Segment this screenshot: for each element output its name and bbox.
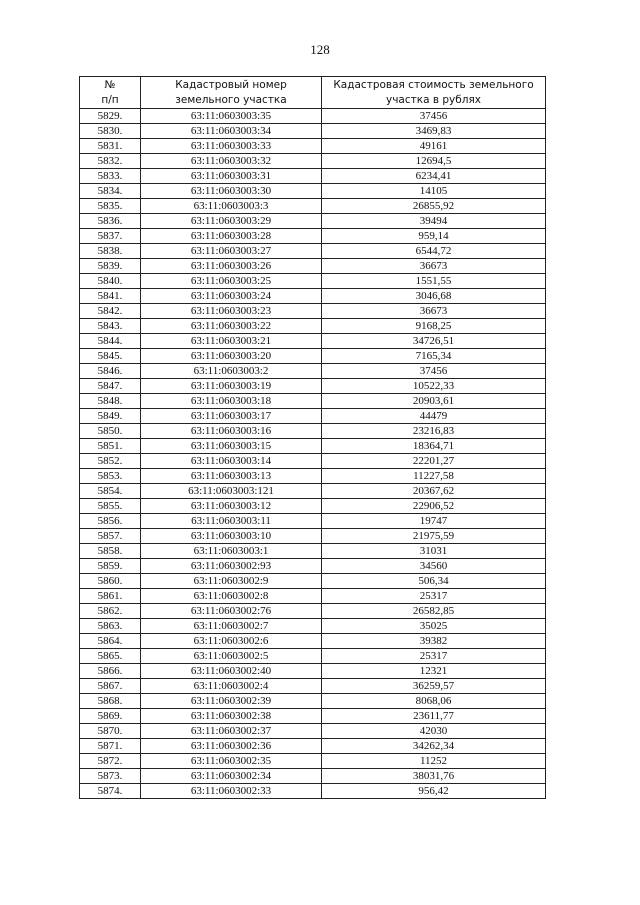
cell-cadastral-value: 11227,58	[322, 469, 546, 484]
cell-cadastral-number: 63:11:0603002:8	[141, 589, 322, 604]
cell-cadastral-number: 63:11:0603003:28	[141, 229, 322, 244]
cell-cadastral-value: 956,42	[322, 784, 546, 799]
table-row	[80, 244, 546, 259]
table-row	[80, 784, 546, 799]
table-row	[80, 424, 546, 439]
cell-row-number: 5856.	[80, 514, 141, 529]
table-row	[80, 454, 546, 469]
cell-row-number: 5874.	[80, 784, 141, 799]
cell-cadastral-value: 506,34	[322, 574, 546, 589]
cell-cadastral-value: 9168,25	[322, 319, 546, 334]
cell-row-number: 5830.	[80, 124, 141, 139]
cell-row-number: 5871.	[80, 739, 141, 754]
table-row	[80, 124, 546, 139]
cell-row-number: 5832.	[80, 154, 141, 169]
cell-cadastral-number: 63:11:0603003:20	[141, 349, 322, 364]
cell-row-number: 5850.	[80, 424, 141, 439]
cell-row-number: 5838.	[80, 244, 141, 259]
header-text-line: Кадастровый номер	[175, 78, 287, 91]
cell-cadastral-number: 63:11:0603002:9	[141, 574, 322, 589]
cell-row-number: 5836.	[80, 214, 141, 229]
cell-cadastral-number: 63:11:0603003:23	[141, 304, 322, 319]
cell-cadastral-value: 1551,55	[322, 274, 546, 289]
cell-row-number: 5867.	[80, 679, 141, 694]
cell-row-number: 5866.	[80, 664, 141, 679]
table-row	[80, 259, 546, 274]
table-row	[80, 109, 546, 124]
cell-cadastral-value: 34560	[322, 559, 546, 574]
cell-row-number: 5873.	[80, 769, 141, 784]
cell-cadastral-number: 63:11:0603003:22	[141, 319, 322, 334]
cell-cadastral-value: 31031	[322, 544, 546, 559]
header-text-line: земельного участка	[175, 93, 287, 106]
cell-cadastral-value: 25317	[322, 649, 546, 664]
cell-cadastral-value: 44479	[322, 409, 546, 424]
header-text-line: участка в рублях	[386, 93, 481, 106]
table-row	[80, 664, 546, 679]
table-row	[80, 544, 546, 559]
cell-cadastral-number: 63:11:0603003:2	[141, 364, 322, 379]
cell-cadastral-number: 63:11:0603003:24	[141, 289, 322, 304]
cell-row-number: 5855.	[80, 499, 141, 514]
header-row-number	[80, 77, 141, 109]
cell-cadastral-value: 18364,71	[322, 439, 546, 454]
header-cadastral-number	[141, 77, 322, 109]
cell-cadastral-value: 23216,83	[322, 424, 546, 439]
cell-row-number: 5868.	[80, 694, 141, 709]
cell-cadastral-number: 63:11:0603002:76	[141, 604, 322, 619]
cell-cadastral-number: 63:11:0603003:33	[141, 139, 322, 154]
table-row	[80, 724, 546, 739]
cell-cadastral-number: 63:11:0603003:25	[141, 274, 322, 289]
table-row	[80, 304, 546, 319]
cell-row-number: 5849.	[80, 409, 141, 424]
table-row	[80, 169, 546, 184]
cell-row-number: 5844.	[80, 334, 141, 349]
table-row	[80, 769, 546, 784]
cell-cadastral-value: 12321	[322, 664, 546, 679]
cell-cadastral-value: 26855,92	[322, 199, 546, 214]
table-row	[80, 739, 546, 754]
cell-cadastral-value: 36259,57	[322, 679, 546, 694]
cell-cadastral-value: 39382	[322, 634, 546, 649]
cell-cadastral-number: 63:11:0603002:35	[141, 754, 322, 769]
cell-cadastral-number: 63:11:0603003:10	[141, 529, 322, 544]
cell-cadastral-value: 8068,06	[322, 694, 546, 709]
cell-cadastral-value: 36673	[322, 259, 546, 274]
cell-cadastral-value: 39494	[322, 214, 546, 229]
table-row	[80, 139, 546, 154]
cell-cadastral-number: 63:11:0603003:17	[141, 409, 322, 424]
table-row	[80, 499, 546, 514]
table-row	[80, 694, 546, 709]
table-row	[80, 319, 546, 334]
cell-cadastral-value: 49161	[322, 139, 546, 154]
cell-cadastral-number: 63:11:0603003:18	[141, 394, 322, 409]
cell-cadastral-number: 63:11:0603002:5	[141, 649, 322, 664]
cell-cadastral-number: 63:11:0603002:93	[141, 559, 322, 574]
cell-cadastral-number: 63:11:0603003:27	[141, 244, 322, 259]
table-row	[80, 289, 546, 304]
table-row	[80, 184, 546, 199]
table-row	[80, 229, 546, 244]
header-text-line: Кадастровая стоимость земельного	[333, 78, 534, 91]
cell-cadastral-value: 38031,76	[322, 769, 546, 784]
cell-cadastral-number: 63:11:0603003:11	[141, 514, 322, 529]
cell-cadastral-value: 23611,77	[322, 709, 546, 724]
cell-row-number: 5837.	[80, 229, 141, 244]
table-row	[80, 364, 546, 379]
cell-cadastral-number: 63:11:0603003:1	[141, 544, 322, 559]
cell-row-number: 5851.	[80, 439, 141, 454]
cell-row-number: 5829.	[80, 109, 141, 124]
table-row	[80, 439, 546, 454]
cell-row-number: 5846.	[80, 364, 141, 379]
cell-row-number: 5864.	[80, 634, 141, 649]
table-row	[80, 559, 546, 574]
cell-cadastral-value: 26582,85	[322, 604, 546, 619]
table-row	[80, 679, 546, 694]
cell-cadastral-value: 34262,34	[322, 739, 546, 754]
header-text-line: №	[104, 78, 116, 91]
cell-row-number: 5834.	[80, 184, 141, 199]
cell-cadastral-value: 20903,61	[322, 394, 546, 409]
table-row	[80, 619, 546, 634]
cell-cadastral-value: 11252	[322, 754, 546, 769]
cell-cadastral-number: 63:11:0603002:36	[141, 739, 322, 754]
cell-row-number: 5872.	[80, 754, 141, 769]
cell-cadastral-value: 35025	[322, 619, 546, 634]
cell-cadastral-number: 63:11:0603003:3	[141, 199, 322, 214]
table-row	[80, 514, 546, 529]
table-row	[80, 754, 546, 769]
cell-cadastral-value: 20367,62	[322, 484, 546, 499]
table-row	[80, 529, 546, 544]
cell-cadastral-value: 25317	[322, 589, 546, 604]
table-row	[80, 214, 546, 229]
table-row	[80, 574, 546, 589]
cell-row-number: 5859.	[80, 559, 141, 574]
cell-cadastral-number: 63:11:0603003:21	[141, 334, 322, 349]
cell-cadastral-value: 3469,83	[322, 124, 546, 139]
cell-cadastral-number: 63:11:0603003:12	[141, 499, 322, 514]
cell-cadastral-number: 63:11:0603003:30	[141, 184, 322, 199]
cell-cadastral-number: 63:11:0603002:33	[141, 784, 322, 799]
header-text-line: п/п	[101, 93, 119, 106]
cadastral-value-table	[79, 76, 546, 799]
cell-cadastral-number: 63:11:0603003:121	[141, 484, 322, 499]
cell-row-number: 5847.	[80, 379, 141, 394]
cell-cadastral-number: 63:11:0603002:7	[141, 619, 322, 634]
cell-row-number: 5865.	[80, 649, 141, 664]
cell-cadastral-value: 21975,59	[322, 529, 546, 544]
cell-row-number: 5858.	[80, 544, 141, 559]
cell-cadastral-value: 19747	[322, 514, 546, 529]
cell-row-number: 5861.	[80, 589, 141, 604]
cell-cadastral-value: 22201,27	[322, 454, 546, 469]
cell-row-number: 5857.	[80, 529, 141, 544]
cell-cadastral-number: 63:11:0603002:40	[141, 664, 322, 679]
cell-cadastral-value: 34726,51	[322, 334, 546, 349]
header-cadastral-value	[322, 77, 546, 109]
cell-cadastral-value: 6544,72	[322, 244, 546, 259]
cell-cadastral-value: 6234,41	[322, 169, 546, 184]
table-row	[80, 154, 546, 169]
cell-cadastral-number: 63:11:0603002:37	[141, 724, 322, 739]
cell-row-number: 5835.	[80, 199, 141, 214]
table-row	[80, 379, 546, 394]
table-row	[80, 484, 546, 499]
table-row	[80, 199, 546, 214]
cell-row-number: 5862.	[80, 604, 141, 619]
cell-row-number: 5843.	[80, 319, 141, 334]
table-row	[80, 349, 546, 364]
cell-cadastral-value: 22906,52	[322, 499, 546, 514]
cell-cadastral-number: 63:11:0603003:13	[141, 469, 322, 484]
cell-row-number: 5833.	[80, 169, 141, 184]
table-row	[80, 589, 546, 604]
table-row	[80, 334, 546, 349]
cell-row-number: 5860.	[80, 574, 141, 589]
cell-cadastral-value: 7165,34	[322, 349, 546, 364]
cell-row-number: 5870.	[80, 724, 141, 739]
cell-cadastral-value: 959,14	[322, 229, 546, 244]
cell-cadastral-number: 63:11:0603002:34	[141, 769, 322, 784]
table-row	[80, 634, 546, 649]
cell-cadastral-number: 63:11:0603003:34	[141, 124, 322, 139]
cell-cadastral-number: 63:11:0603002:39	[141, 694, 322, 709]
table-row	[80, 409, 546, 424]
cell-row-number: 5853.	[80, 469, 141, 484]
table-row	[80, 274, 546, 289]
cell-cadastral-value: 10522,33	[322, 379, 546, 394]
page-number: 128	[310, 42, 330, 57]
cell-cadastral-number: 63:11:0603003:31	[141, 169, 322, 184]
cell-cadastral-number: 63:11:0603003:15	[141, 439, 322, 454]
cell-row-number: 5854.	[80, 484, 141, 499]
table-row	[80, 604, 546, 619]
cell-cadastral-number: 63:11:0603002:6	[141, 634, 322, 649]
cell-row-number: 5845.	[80, 349, 141, 364]
header-row	[80, 77, 546, 109]
cell-cadastral-number: 63:11:0603002:4	[141, 679, 322, 694]
cell-row-number: 5840.	[80, 274, 141, 289]
cell-cadastral-value: 14105	[322, 184, 546, 199]
table-body	[80, 109, 546, 799]
cell-row-number: 5848.	[80, 394, 141, 409]
cell-cadastral-value: 12694,5	[322, 154, 546, 169]
cell-row-number: 5842.	[80, 304, 141, 319]
cell-cadastral-number: 63:11:0603003:32	[141, 154, 322, 169]
cell-cadastral-number: 63:11:0603003:35	[141, 109, 322, 124]
cell-cadastral-value: 42030	[322, 724, 546, 739]
cell-row-number: 5831.	[80, 139, 141, 154]
cell-cadastral-value: 37456	[322, 364, 546, 379]
cell-cadastral-number: 63:11:0603003:14	[141, 454, 322, 469]
cell-row-number: 5869.	[80, 709, 141, 724]
cell-row-number: 5839.	[80, 259, 141, 274]
table-row	[80, 649, 546, 664]
table-row	[80, 469, 546, 484]
cell-cadastral-number: 63:11:0603003:26	[141, 259, 322, 274]
cell-cadastral-value: 3046,68	[322, 289, 546, 304]
table-header	[80, 77, 546, 109]
cell-row-number: 5852.	[80, 454, 141, 469]
table-row	[80, 394, 546, 409]
cell-cadastral-value: 36673	[322, 304, 546, 319]
cell-cadastral-number: 63:11:0603003:29	[141, 214, 322, 229]
cell-cadastral-value: 37456	[322, 109, 546, 124]
cell-row-number: 5863.	[80, 619, 141, 634]
cell-cadastral-number: 63:11:0603003:16	[141, 424, 322, 439]
cell-cadastral-number: 63:11:0603002:38	[141, 709, 322, 724]
table-row	[80, 709, 546, 724]
cell-row-number: 5841.	[80, 289, 141, 304]
cell-cadastral-number: 63:11:0603003:19	[141, 379, 322, 394]
